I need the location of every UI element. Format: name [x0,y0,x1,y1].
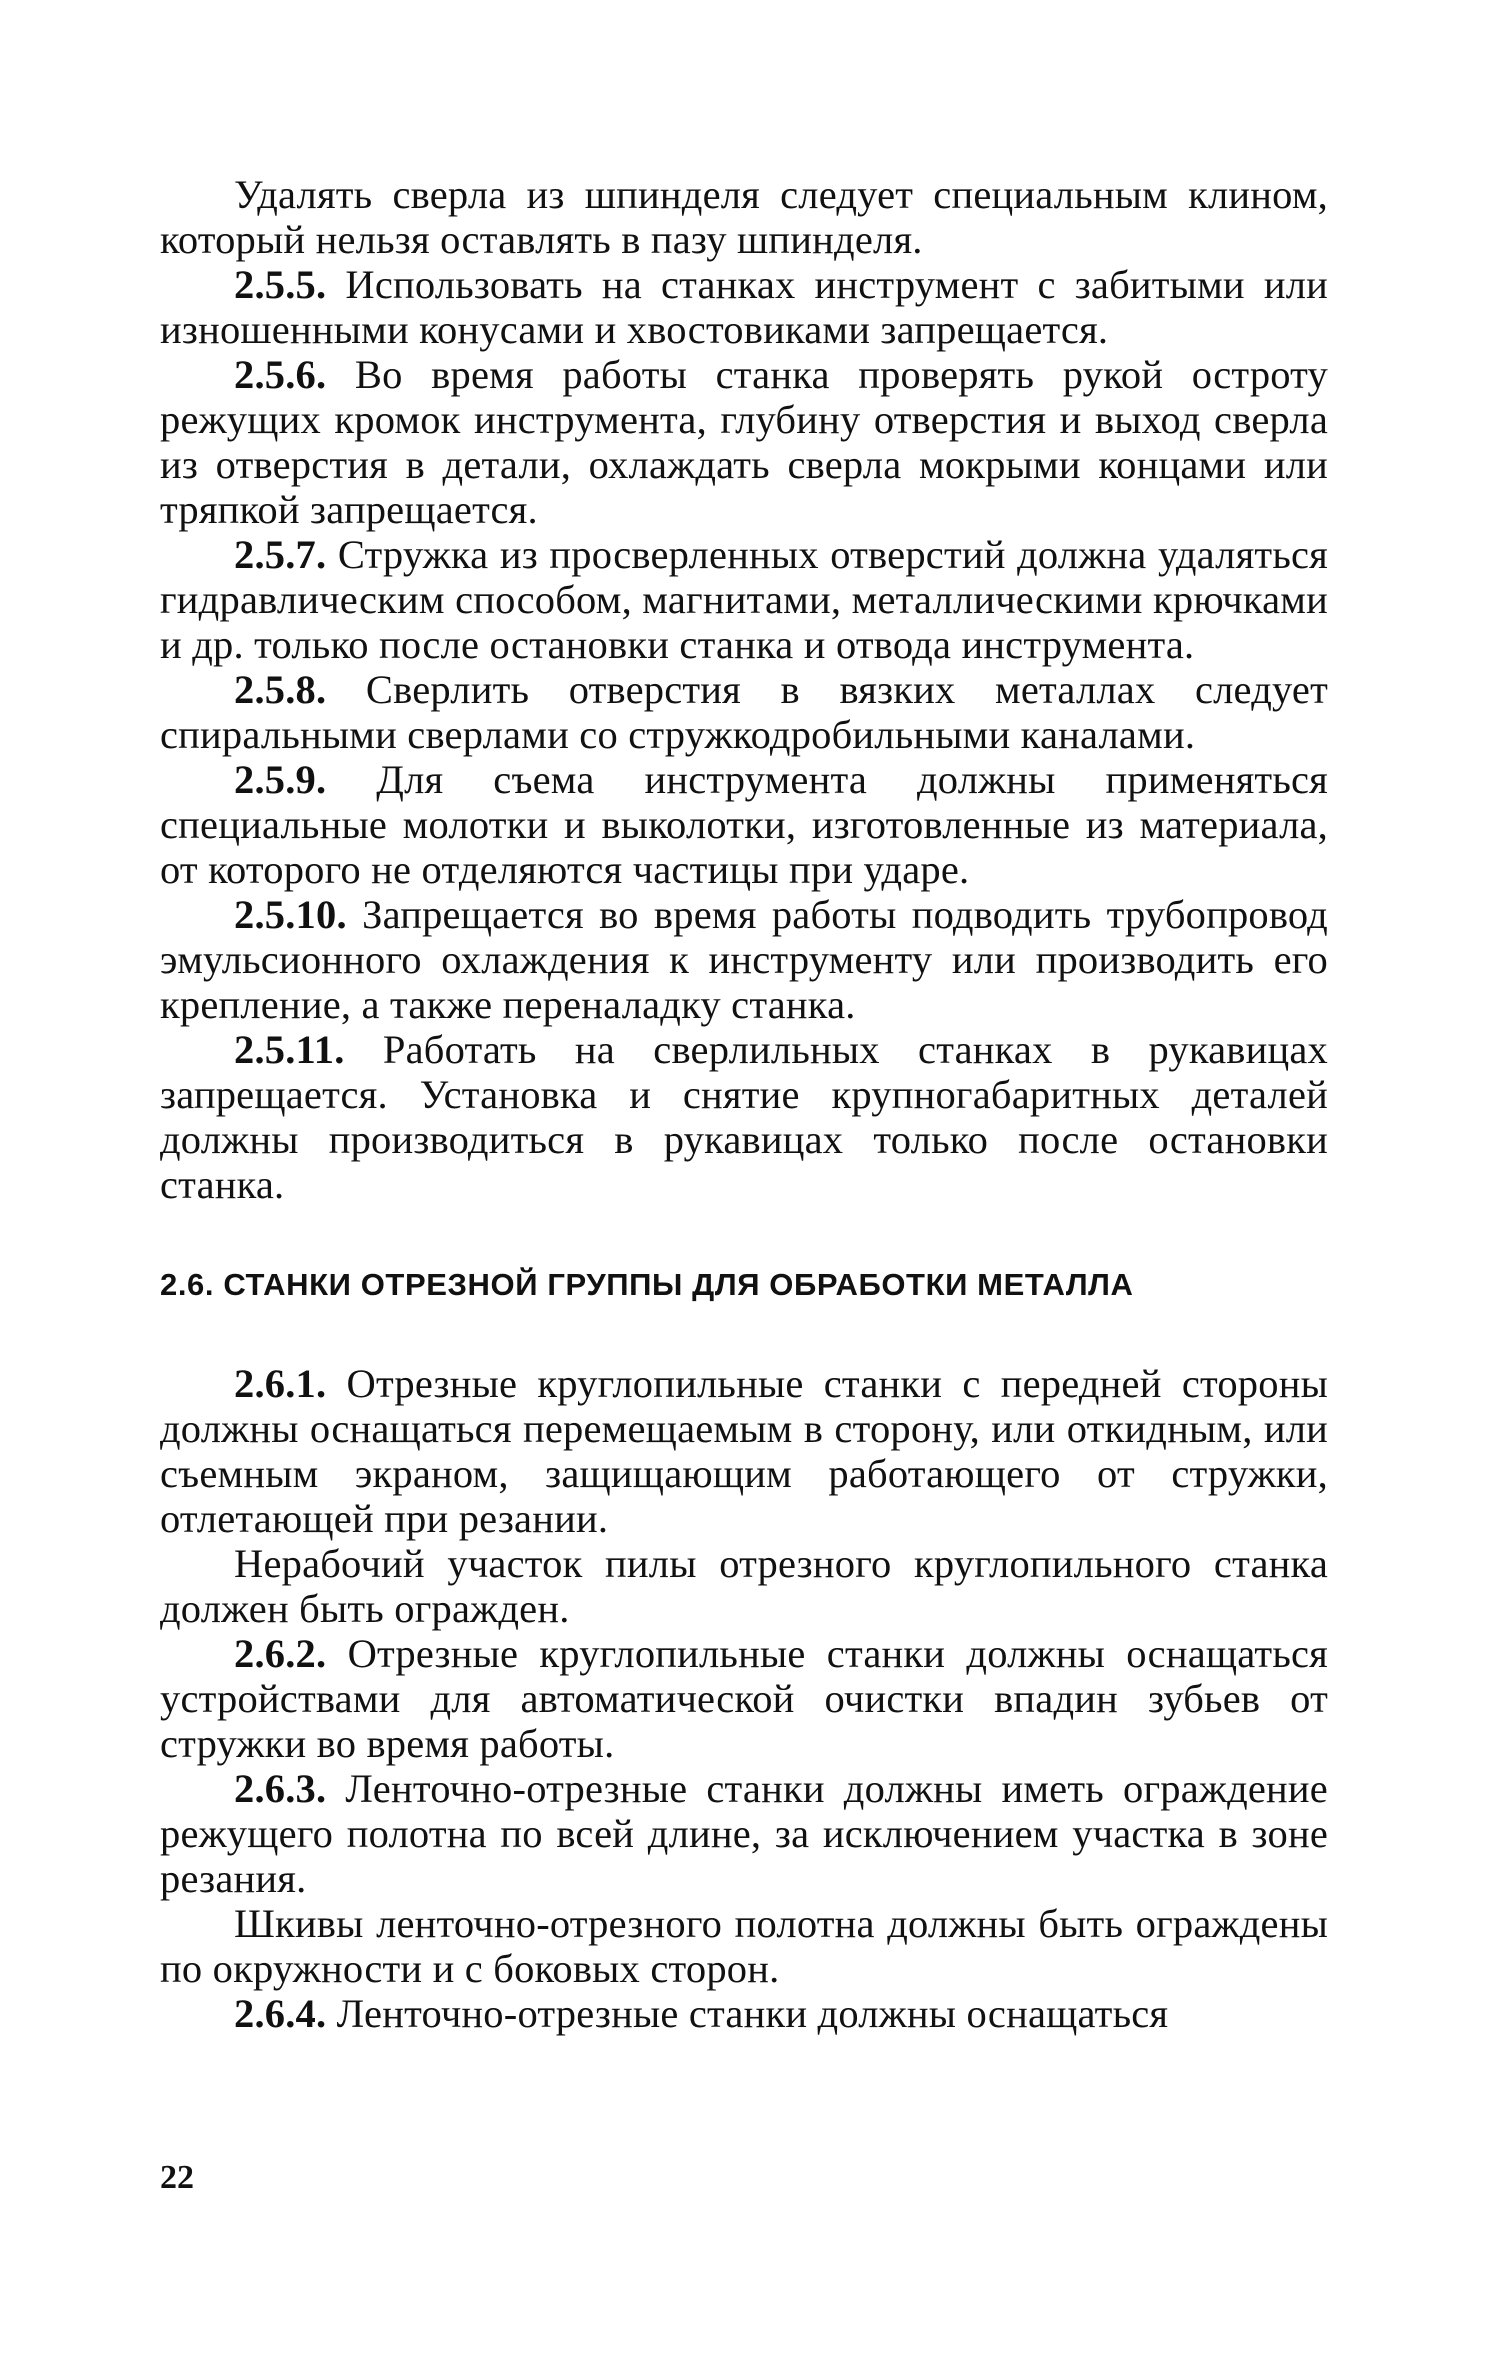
paragraph-2-6-2 [160,1631,1328,1766]
clause-number: 2.6.3. [234,1766,327,1811]
paragraph-text: Отрезные круглопильные станки с передней стороны должны оснащаться перемещаемым в сторону, или откидным, или съемным экраном, защищающим работающего от стружки, отлетающей при резании. [160,1361,1328,1541]
paragraph-text: Нерабочий участок пилы отрезного круглопильного станка должен быть огражден. [160,1541,1328,1631]
paragraph-2-5-7 [160,532,1328,667]
clause-number: 2.5.10. [234,892,347,937]
clause-number: 2.5.6. [234,352,327,397]
clause-number: 2.6.1. [234,1361,327,1406]
paragraph-text: Сверлить отверстия в вязких металлах следует спиральными сверлами со стружкодробильными каналами. [160,667,1328,757]
paragraph-text: Работать на сверлильных станках в рукавицах запрещается. Установка и снятие крупногабаритных деталей должны производиться в рукавицах только после остановки станка. [160,1027,1328,1207]
section-heading: 2.6. СТАНКИ ОТРЕЗНОЙ ГРУППЫ ДЛЯ ОБРАБОТКИ МЕТАЛЛА [160,1267,1134,1302]
page-number: 22 [160,2159,194,2196]
paragraph-text: Во время работы станка проверять рукой остроту режущих кромок инструмента, глубину отверстия и выход сверла из отверстия в детали, охлаждать сверла мокрыми концами или тряпкой запрещается. [160,352,1328,532]
paragraph-text: Для съема инструмента должны применяться специальные молотки и выколотки, изготовленные из материала, от которого не отделяются частицы при ударе. [160,757,1329,892]
paragraph-text: Использовать на станках инструмент с забитыми или изношенными конусами и хвостовиками запрещается. [160,262,1328,352]
paragraph-2-5-8 [160,667,1328,757]
paragraph-2-6-3 [160,1766,1328,1901]
paragraph-text: Запрещается во время работы подводить трубопровод эмульсионного охлаждения к инструменту или производить его крепление, а также переналадку станка. [160,892,1328,1027]
body-text [160,172,1328,2036]
clause-number: 2.5.5. [234,262,327,307]
paragraph-text: Ленточно-отрезные станки должны оснащаться [336,1991,1169,2036]
clause-number: 2.5.7. [234,532,327,577]
paragraph-2-5-9 [160,757,1328,892]
paragraph-2-5-11 [160,1027,1328,1207]
paragraph-2-5-5 [160,262,1328,352]
paragraph-text: Стружка из просверленных отверстий должна удаляться гидравлическим способом, магнитами, металлическими крючками и др. только после остановки станка и отвода инструмента. [160,532,1328,667]
paragraph-pulley-guard [160,1901,1328,1991]
paragraph-saw-guard [160,1541,1328,1631]
paragraph-2-5-6 [160,352,1328,532]
clause-number: 2.5.9. [234,757,327,802]
paragraph-text: Удалять сверла из шпинделя следует специальным клином, который нельзя оставлять в пазу шпинделя. [160,172,1328,262]
paragraph-text: Шкивы ленточно-отрезного полотна должны быть ограждены по окружности и с боковых сторон. [160,1901,1328,1991]
paragraph-2-6-4 [160,1991,1328,2036]
paragraph-text: Ленточно-отрезные станки должны иметь ограждение режущего полотна по всей длине, за исключением участка в зоне резания. [160,1766,1328,1901]
paragraph-2-6-1 [160,1361,1328,1541]
paragraph-2-5-10 [160,892,1328,1027]
paragraph-text: Отрезные круглопильные станки должны оснащаться устройствами для автоматической очистки впадин зубьев от стружки во время работы. [160,1631,1328,1766]
paragraph-spindle-wedge [160,172,1328,262]
clause-number: 2.5.11. [234,1027,345,1072]
clause-number: 2.6.2. [234,1631,327,1676]
clause-number: 2.6.4. [234,1991,327,2036]
clause-number: 2.5.8. [234,667,327,712]
